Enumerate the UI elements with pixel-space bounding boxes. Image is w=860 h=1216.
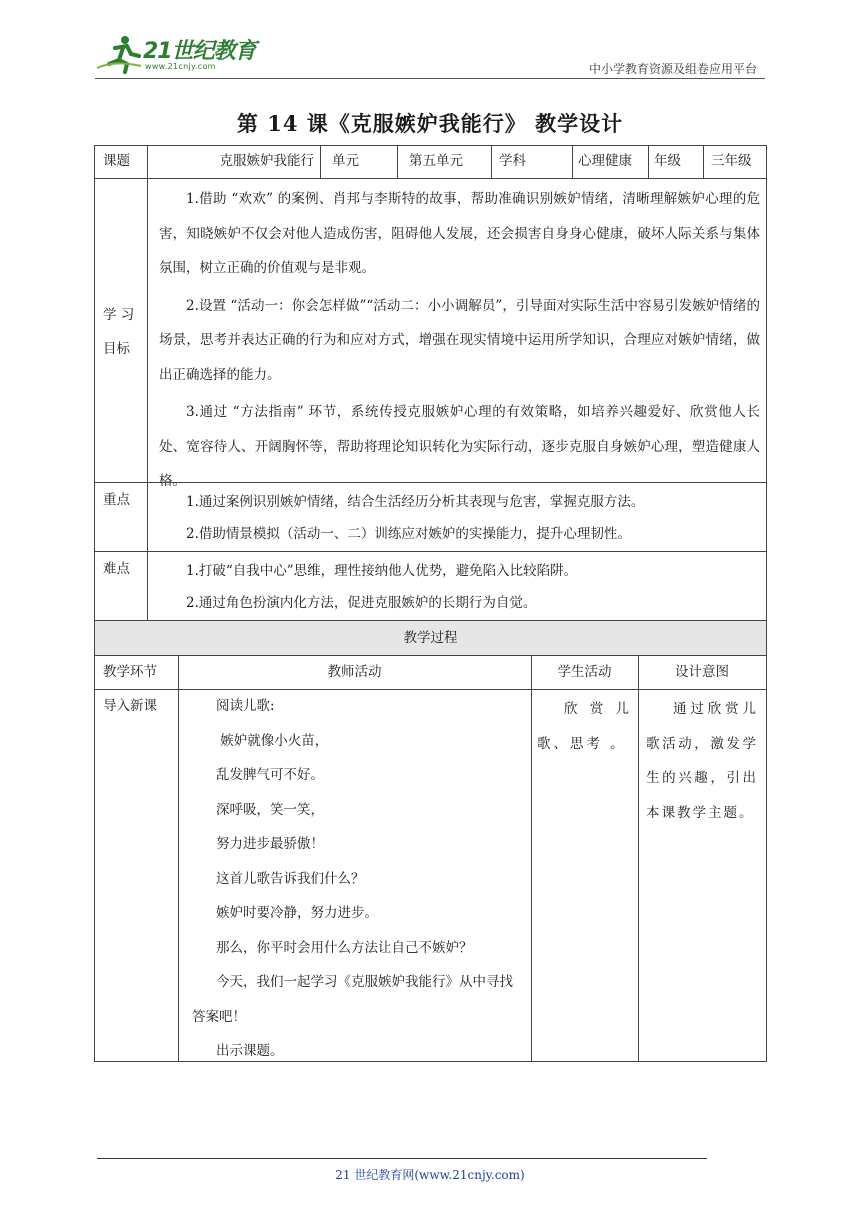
footer-text: 21 世纪教育网(www.21cnjy.com) bbox=[335, 1168, 525, 1182]
teacher-line: 深呼吸，笑一笑， bbox=[216, 801, 324, 818]
teacher-line: 努力进步最骄傲！ bbox=[216, 836, 324, 852]
difficulty-item: 1.打破“自我中心”思维，理性接纳他人优势，避免陷入比较陷阱。 bbox=[186, 563, 578, 579]
logo bbox=[95, 34, 265, 76]
runner-logo-icon bbox=[95, 34, 145, 74]
footer-divider bbox=[97, 1158, 707, 1159]
teacher-activity-cell bbox=[178, 689, 531, 1069]
logo-url: www.21cnjy.com bbox=[145, 62, 216, 71]
key-points-label: 重点 bbox=[103, 492, 130, 508]
table-left-border bbox=[94, 145, 95, 1062]
objective-item: 3.通过 “方法指南” 环节，系统传授克服嫉妒心理的有效策略，如培养兴趣爱好、欣赏他人长处、宽容待人、开阔胸怀等，帮助将理论知识转化为实际行动，逐步克服自身嫉妒心理，塑造健康人格。 bbox=[159, 404, 760, 489]
teacher-line: 阅读儿歌: bbox=[216, 698, 275, 714]
table-right-border bbox=[766, 145, 767, 1062]
key-point-item: 1.通过案例识别嫉妒情绪，结合生活经历分析其表现与危害，掌握克服方法。 bbox=[186, 494, 645, 510]
col-intent-header: 设计意图 bbox=[675, 664, 729, 680]
teacher-line: 乱发脾气可不好。 bbox=[216, 767, 324, 783]
teacher-line: 出示课题。 bbox=[216, 1043, 284, 1059]
teacher-line: 今天，我们一起学习《克服嫉妒我能行》从中寻找答案吧！ bbox=[192, 974, 513, 1025]
difficulty-item: 2.通过角色扮演内化方法，促进克服嫉妒的长期行为自觉。 bbox=[186, 595, 537, 611]
teacher-line: 这首儿歌告诉我们什么？ bbox=[216, 870, 365, 887]
topic-label: 课题 bbox=[103, 153, 130, 169]
header-divider bbox=[95, 78, 765, 79]
subject-value: 心理健康 bbox=[578, 153, 632, 169]
logo-text: 21世纪教育 bbox=[143, 39, 256, 64]
unit-label: 单元 bbox=[332, 153, 359, 169]
unit-value: 第五单元 bbox=[409, 153, 463, 169]
topic-value: 克服嫉妒我能行 bbox=[219, 153, 314, 169]
col-teacher-header: 教师活动 bbox=[327, 664, 382, 680]
process-title: 教学过程 bbox=[95, 621, 766, 655]
objective-item: 2.设置 “活动一：你会怎样做”“活动二：小小调解员”，引导面对实际生活中容易引发嫉妒情绪的场景，思考并表达正确的行为和应对方式，增强在现实情境中运用所学知识，合理应对嫉妒情绪，做出正确选择的能力。 bbox=[159, 297, 760, 383]
teacher-line: 嫉妒就像小火苗， bbox=[216, 732, 329, 749]
page-header bbox=[95, 30, 765, 80]
objectives-label: 学 习 目标 bbox=[103, 307, 135, 357]
subject-label: 学科 bbox=[499, 153, 526, 169]
col-stage-header: 教学环节 bbox=[103, 664, 157, 680]
key-point-item: 2.借助情景模拟（活动一、二）训练应对嫉妒的实操能力，提升心理韧性。 bbox=[186, 526, 631, 542]
design-intent-cell: 通过欣赏儿歌活动，激发学生的兴趣，引出本课教学主题。 bbox=[646, 701, 758, 821]
row-divider bbox=[94, 482, 766, 483]
grade-value: 三年级 bbox=[711, 153, 752, 169]
difficulties-content bbox=[147, 555, 766, 619]
difficulties-label: 难点 bbox=[103, 561, 130, 577]
col-student-header: 学生活动 bbox=[557, 664, 612, 680]
objectives-content bbox=[147, 182, 766, 499]
key-points-content bbox=[147, 486, 766, 550]
objective-item: 1.借助 “欢欢” 的案例、肖邦与李斯特的故事，帮助准确识别嫉妒情绪，清晰理解嫉妒心理的危害，知晓嫉妒不仅会对他人造成伤害，阻碍他人发展，还会损害自身身心健康，破坏人际关系与集体氛围，树立正确的价值观与是非观。 bbox=[159, 191, 760, 276]
student-activity-cell: 欣赏儿歌、思考 。 bbox=[537, 701, 632, 752]
page-title: 第 14 课《克服嫉妒我能行》 教学设计 bbox=[236, 111, 624, 136]
row-divider bbox=[94, 178, 766, 179]
row-divider bbox=[94, 551, 766, 552]
grade-label: 年级 bbox=[654, 153, 681, 169]
teacher-line: 那么，你平时会用什么方法让自己不嫉妒？ bbox=[216, 939, 473, 956]
platform-name: 中小学教育资源及组卷应用平台 bbox=[588, 62, 757, 76]
teacher-line: 嫉妒时要冷静，努力进步。 bbox=[216, 905, 378, 921]
stage-cell: 导入新课 bbox=[103, 698, 157, 714]
